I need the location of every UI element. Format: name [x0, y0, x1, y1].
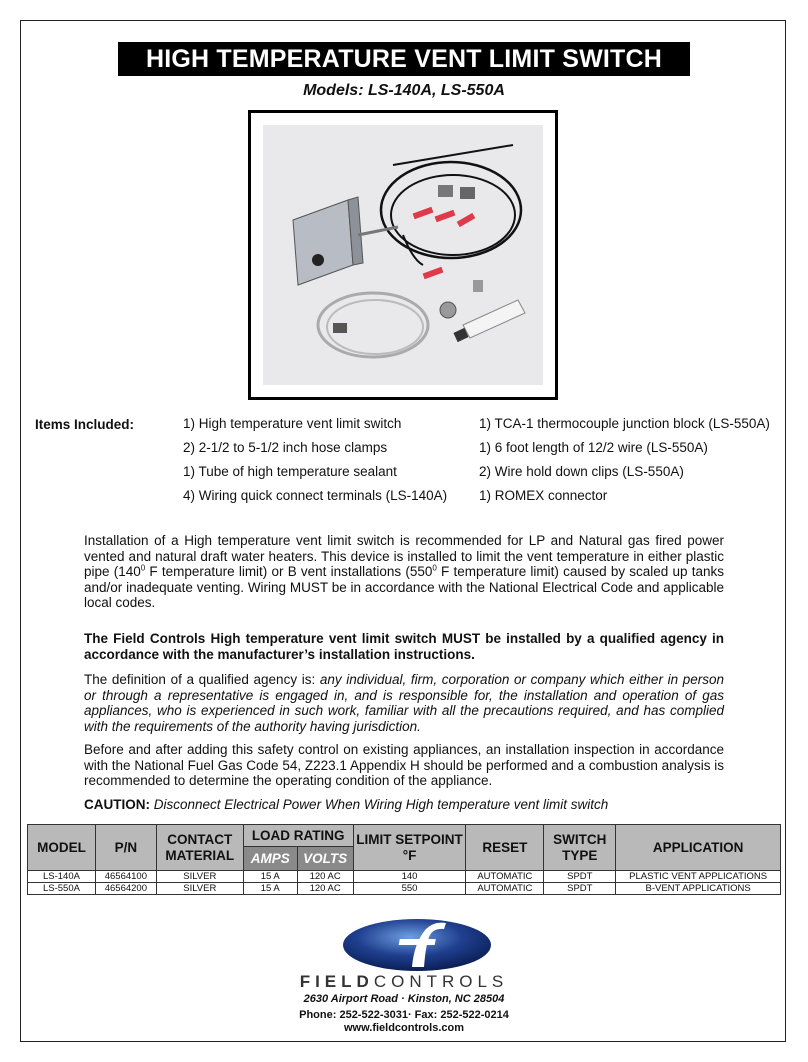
- installation-paragraph: Installation of a High temperature vent limit switch is recommended for LP and Natural gas fired power vented and natural draft water heaters. This device is installed to limit the vent temperature in either plastic pipe ($140^0$ F temperature limit) or B vent installations ($550^0$ F temperature limit) caused by scaled up tanks and/or inadequate venting. Wiring MUST be in accordance with the National Electrical Code and applicable local codes.: [84, 533, 724, 610]
- cell-limit: 550: [353, 883, 466, 895]
- qualified-agency-warning: The Field Controls High temperature vent limit switch MUST be installed by a qualified agency in accordance with the manufacturer’s installation instructions.: [84, 631, 724, 662]
- cell-amps: 15 A: [243, 883, 297, 895]
- cell-pn: 46564100: [95, 871, 156, 883]
- cell-volts: 120 AC: [297, 883, 353, 895]
- list-item: 1) High temperature vent limit switch: [183, 416, 402, 431]
- header-switch-type: SWITCH TYPE: [544, 825, 616, 871]
- inspection-paragraph: Before and after adding this safety control on existing appliances, an installation inspection in accordance with the National Fuel Gas Code 54, Z223.1 Appendix H should be performed and a combustion analysis is recommended to determine the operating condition of the appliance.: [84, 742, 724, 788]
- product-photo: [263, 125, 543, 385]
- header-load-rating: LOAD RATING: [243, 825, 353, 847]
- list-item: 2) Wire hold down clips (LS-550A): [479, 464, 684, 479]
- header-pn: P/N: [95, 825, 156, 871]
- list-item: 1) TCA-1 thermocouple junction block (LS-550A): [479, 416, 770, 431]
- field-controls-logo-icon: [342, 915, 492, 973]
- items-list-right: [479, 412, 770, 508]
- cell-reset: AUTOMATIC: [466, 883, 544, 895]
- items-list-left: [183, 412, 447, 508]
- header-volts: VOLTS: [297, 847, 353, 871]
- models-subtitle: Models: LS-140A, LS-550A: [303, 82, 505, 99]
- header-amps: AMPS: [243, 847, 297, 871]
- table-row: [28, 883, 781, 895]
- cell-application: PLASTIC VENT APPLICATIONS: [616, 871, 781, 883]
- cell-application: B-VENT APPLICATIONS: [616, 883, 781, 895]
- header-model: MODEL: [28, 825, 96, 871]
- header-limit-setpoint: LIMIT SETPOINT °F: [353, 825, 466, 871]
- company-phone: Phone: 252-522-3031· Fax: 252-522-0214: [299, 1009, 509, 1021]
- cell-model: LS-550A: [28, 883, 96, 895]
- list-item: 1) 6 foot length of 12/2 wire (LS-550A): [479, 440, 708, 455]
- qualified-agency-definition: The definition of a qualified agency is: any individual, firm, corporation or company which either in person or through a representative is engaged in, and is responsible for, the installation and operation of gas appliances, who is experienced in such work, familiar with all the precautions required, and has complied with the requirements of the authority having jurisdiction.: [84, 672, 724, 734]
- caution-note: CAUTION: Disconnect Electrical Power When Wiring High temperature vent limit switch: [84, 797, 609, 812]
- cell-volts: 120 AC: [297, 871, 353, 883]
- brand-wordmark: FIELDCONTROLS: [299, 972, 509, 991]
- list-item: 2) 2-1/2 to 5-1/2 inch hose clamps: [183, 440, 388, 455]
- header-reset: RESET: [466, 825, 544, 871]
- table-row: [28, 871, 781, 883]
- cell-pn: 46564200: [95, 883, 156, 895]
- product-photo-frame: [248, 110, 558, 400]
- header-contact-material: CONTACT MATERIAL: [156, 825, 243, 871]
- cell-contact: SILVER: [156, 883, 243, 895]
- cell-switch: SPDT: [544, 871, 616, 883]
- spec-table: [27, 824, 781, 895]
- company-website: www.fieldcontrols.com: [344, 1022, 464, 1034]
- cell-contact: SILVER: [156, 871, 243, 883]
- list-item: 4) Wiring quick connect terminals (LS-140A): [183, 488, 448, 503]
- cell-reset: AUTOMATIC: [466, 871, 544, 883]
- product-kit-illustration: [263, 125, 543, 385]
- items-included-label: Items Included:: [35, 417, 135, 432]
- header-application: APPLICATION: [616, 825, 781, 871]
- cell-switch: SPDT: [544, 883, 616, 895]
- cell-model: LS-140A: [28, 871, 96, 883]
- list-item: 1) Tube of high temperature sealant: [183, 464, 397, 479]
- page-title: HIGH TEMPERATURE VENT LIMIT SWITCH: [118, 42, 690, 76]
- cell-limit: 140: [353, 871, 466, 883]
- list-item: 1) ROMEX connector: [479, 488, 608, 503]
- cell-amps: 15 A: [243, 871, 297, 883]
- company-address: 2630 Airport Road · Kinston, NC 28504: [303, 993, 505, 1005]
